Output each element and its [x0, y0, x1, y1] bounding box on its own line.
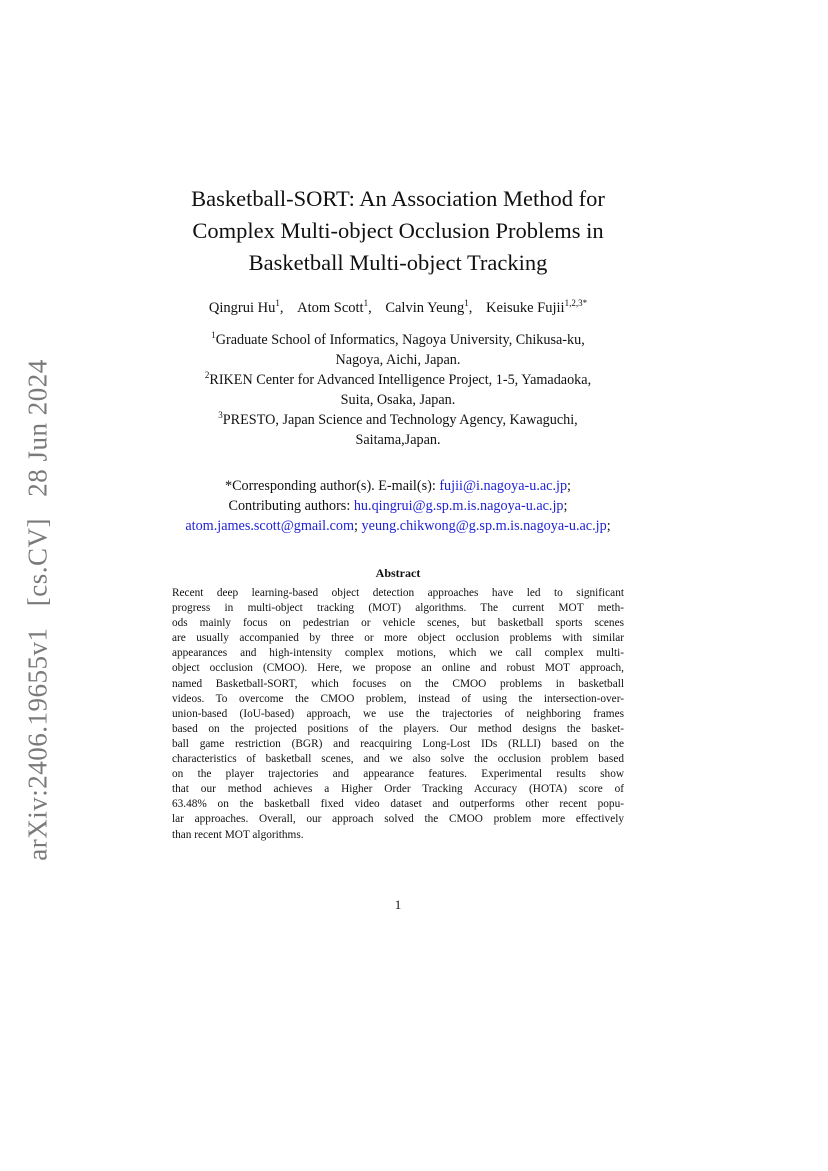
abstract-body: [172, 586, 624, 843]
author-affiliation-mark: 1: [464, 298, 469, 308]
contributing-line: [120, 496, 676, 516]
author-affiliation-mark: 1: [275, 298, 280, 308]
abstract-line: based on the projected positions of the players. Our method designs the basket-: [172, 722, 624, 735]
author-affiliation-mark: 1: [363, 298, 369, 308]
affiliation-line: [150, 370, 646, 390]
affiliation-list: [150, 330, 646, 450]
author: Qingrui Hu$^1$,: [208, 298, 284, 316]
corresponding-line: [120, 476, 676, 496]
author-name: Qingrui Hu: [208, 300, 276, 316]
abstract-line: 63.48% on the basketball fixed video dataset and outperforms other recent popu-: [172, 798, 624, 811]
title-line: Basketball Multi-object Tracking: [248, 250, 548, 275]
abstract-heading: Abstract: [375, 566, 421, 580]
abstract-line: ods mainly focus on pedestrian or vehicle scenes, but basketball sports scenes: [172, 617, 624, 630]
arxiv-category: [cs.CV]: [22, 518, 53, 607]
abstract-line: characteristics of basketball scenes, and we also solve the occlusion problem based: [172, 753, 624, 766]
title-line: Complex Multi-object Occlusion Problems in: [192, 218, 604, 243]
abstract-line: named Basketball-SORT, which focuses on the CMOO problems in basketball: [172, 677, 624, 690]
contributing-email-link[interactable]: atom.james.scott@gmail.com: [185, 518, 355, 534]
affiliation-line: Saitama,Japan.: [355, 432, 441, 448]
author-name: Calvin Yeung: [385, 300, 465, 316]
affiliation-line: [150, 410, 646, 430]
page-number: 1: [394, 897, 402, 912]
abstract-line: union-based (IoU-based) approach, we use the trajectories of neighboring frames: [172, 707, 624, 720]
corresponding-label: *Corresponding author(s). E-mail(s):: [224, 478, 436, 494]
author-name: Keisuke Fujii: [486, 300, 565, 316]
abstract-line: videos. To overcome the CMOO problem, instead of using the intersection-over-: [172, 692, 624, 705]
affiliation-mark: 2: [204, 370, 210, 380]
title-line: Basketball-SORT: An Association Method for: [191, 186, 605, 211]
author: Calvin Yeung$^1$,: [385, 298, 473, 316]
author-list: [140, 300, 656, 317]
paper-title: [160, 183, 636, 279]
arxiv-stamp: [23, 352, 54, 867]
separator: ;: [606, 518, 611, 534]
arxiv-date: 28 Jun 2024: [22, 359, 53, 497]
author: Atom Scott$^1$,: [297, 298, 372, 316]
contributing-label: Contributing authors:: [228, 498, 351, 514]
contact-block: [120, 476, 676, 536]
affiliation-line: [150, 330, 646, 350]
contributing-line: [120, 516, 676, 536]
abstract-line: lar approaches. Overall, our approach solved the CMOO problem more effectively: [172, 813, 624, 826]
abstract-line: are usually accompanied by three or more object occlusion problems with similar: [172, 632, 624, 645]
author-affiliation-mark: 1,2,3*: [564, 298, 588, 308]
corresponding-email-link[interactable]: fujii@i.nagoya-u.ac.jp: [439, 478, 568, 494]
affiliation-text: Graduate School of Informatics, Nagoya University, Chikusa-ku,: [215, 332, 585, 348]
arxiv-id[interactable]: arXiv:2406.19655v1: [22, 627, 53, 861]
author-name: Atom Scott: [297, 300, 364, 316]
abstract-line: object occlusion (CMOO). Here, we propose an online and robust MOT approach,: [172, 662, 624, 675]
abstract-line: than recent MOT algorithms.: [172, 828, 304, 841]
affiliation-mark: 1: [211, 330, 216, 340]
contributing-email-link[interactable]: yeung.chikwong@g.sp.m.is.nagoya-u.ac.jp: [361, 518, 607, 534]
affiliation-text: PRESTO, Japan Science and Technology Agency, Kawaguchi,: [222, 412, 578, 428]
separator: ;: [567, 478, 571, 494]
affiliation-mark: 3: [218, 410, 223, 420]
abstract-line: that our method achieves a Higher Order Tracking Accuracy (HOTA) score of: [172, 783, 624, 796]
affiliation-text: RIKEN Center for Advanced Intelligence Project, 1-5, Yamadaoka,: [209, 372, 592, 388]
separator: ;: [354, 518, 358, 534]
affiliation: [150, 370, 646, 410]
affiliation: [150, 330, 646, 370]
separator: ;: [563, 498, 568, 514]
abstract-line: on the player trajectories and appearance features. Experimental results show: [172, 768, 624, 781]
abstract-line: appearances and high-intensity complex motions, which we call complex multi-: [172, 647, 624, 660]
abstract-line: Recent deep learning-based object detection approaches have led to significant: [172, 587, 624, 599]
contributing-email-link[interactable]: hu.qingrui@g.sp.m.is.nagoya-u.ac.jp: [353, 498, 564, 514]
affiliation-line: Suita, Osaka, Japan.: [340, 392, 456, 408]
abstract-line: ball game restriction (BGR) and reacquiring Long-Lost IDs (RLLI) based on the: [172, 737, 624, 750]
author: [486, 300, 587, 316]
affiliation: [150, 410, 646, 450]
abstract-line: progress in multi-object tracking (MOT) algorithms. The current MOT meth-: [172, 602, 624, 615]
affiliation-line: Nagoya, Aichi, Japan.: [335, 352, 461, 368]
